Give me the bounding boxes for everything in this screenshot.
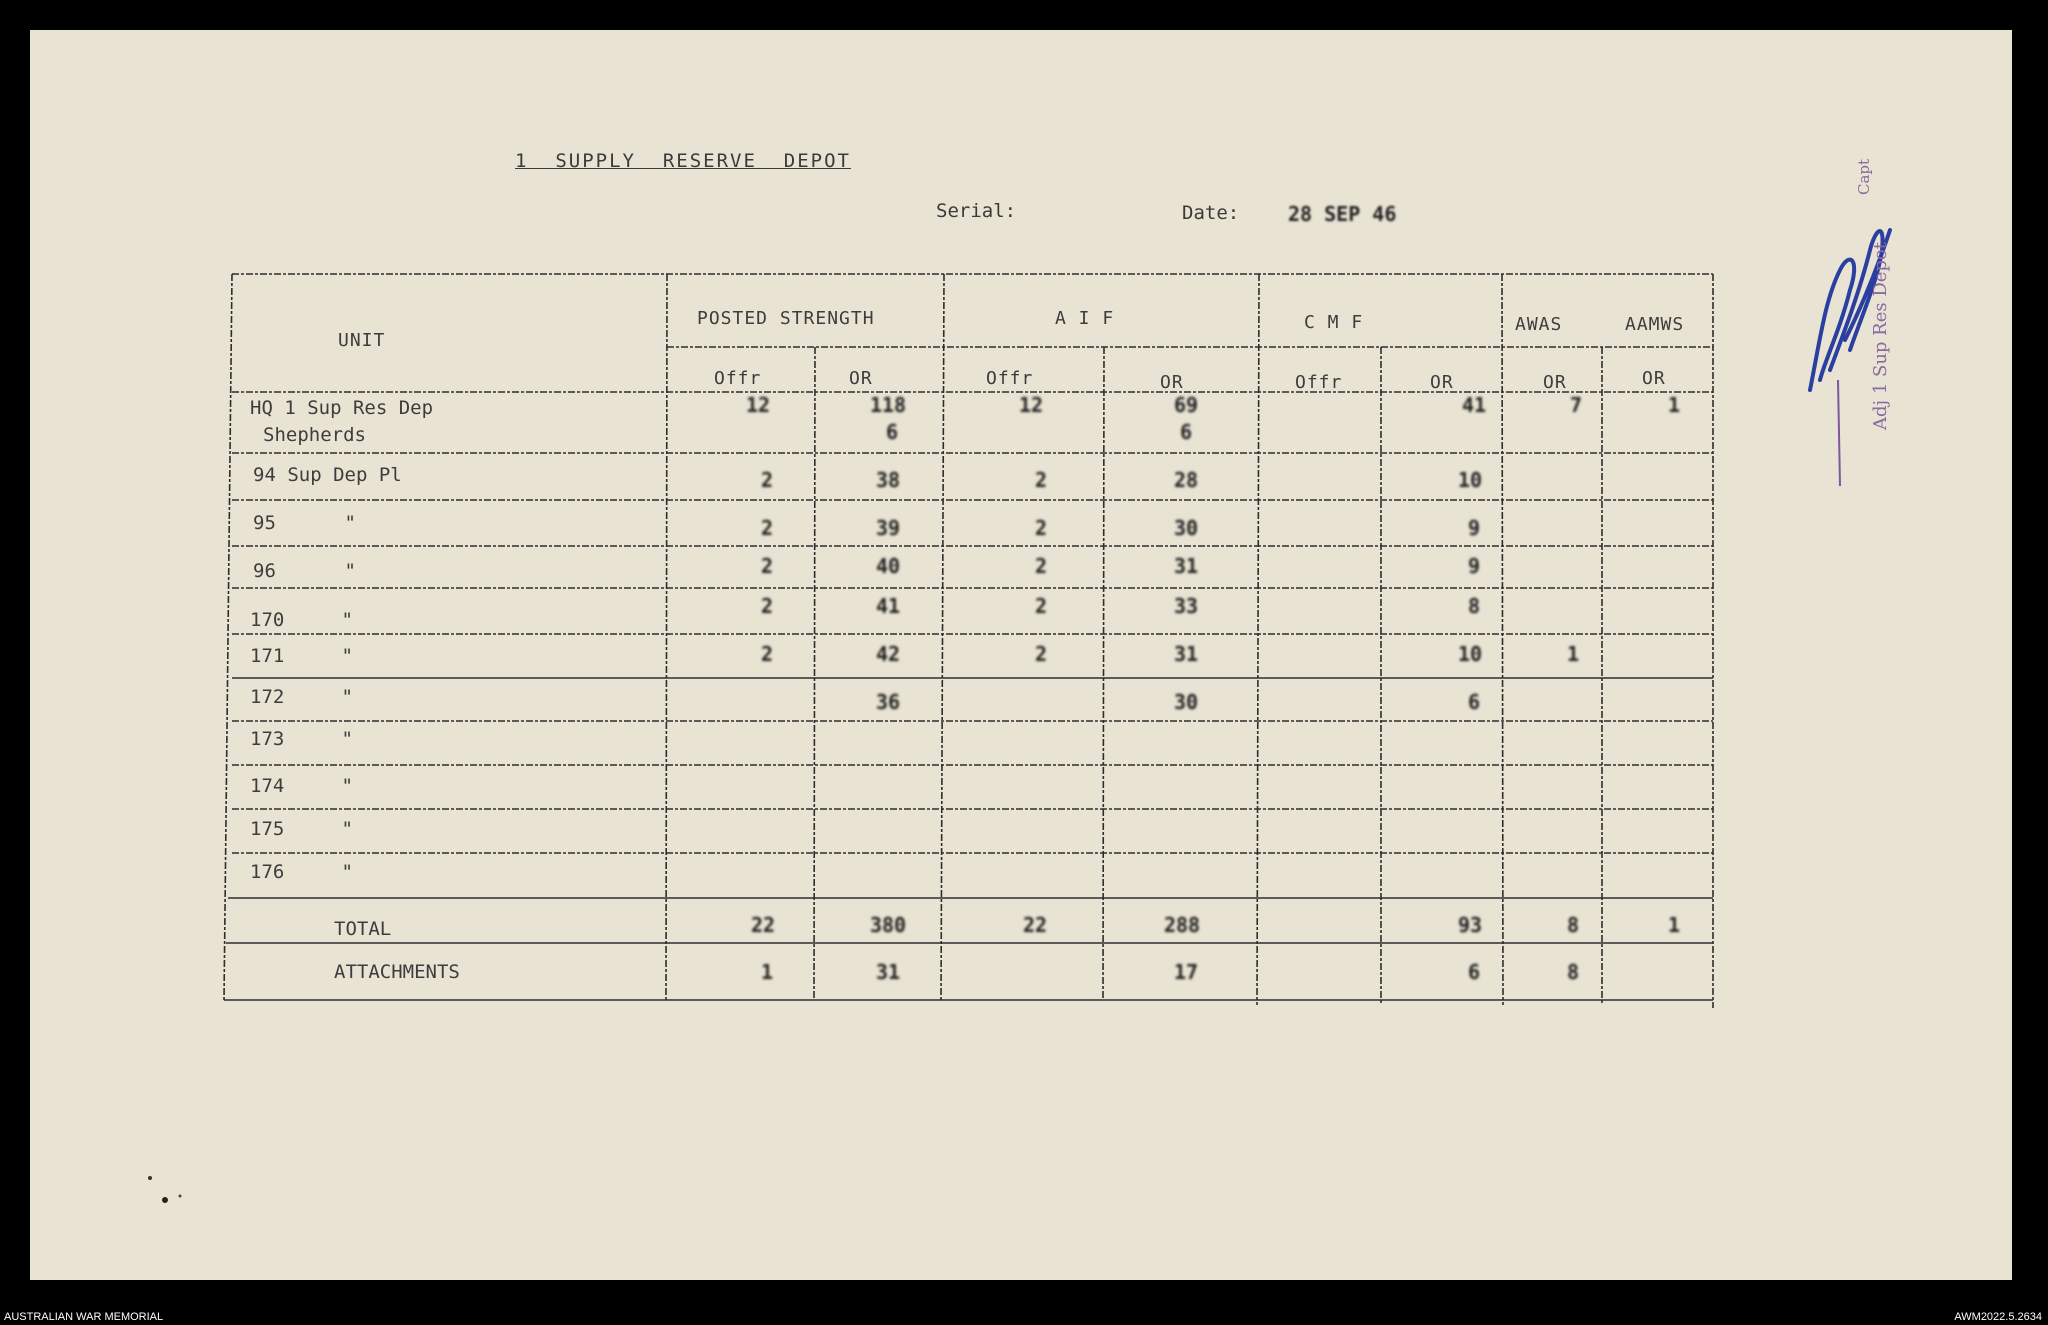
total-label: TOTAL <box>334 918 392 940</box>
attachments-posted-or: 31 <box>875 960 901 984</box>
row-aif-offr: 2 <box>1034 594 1048 618</box>
row-posted-offr: 2 <box>760 516 774 540</box>
row-unit: 172 " <box>250 686 353 708</box>
attachments-aif-or: 17 <box>1173 960 1199 984</box>
attachments-label: ATTACHMENTS <box>334 961 460 983</box>
row-cmf-or: 9 <box>1467 516 1481 540</box>
total-aif-offr: 22 <box>1022 913 1048 937</box>
row-posted-offr: 12 <box>745 393 771 417</box>
aif-offr-header: Offr <box>986 368 1034 389</box>
total-posted-or: 380 <box>869 913 907 937</box>
total-aamws-or: 1 <box>1667 913 1681 937</box>
attachments-cmf-or: 6 <box>1467 960 1481 984</box>
row-unit: 170 " <box>250 609 353 631</box>
row-posted-or: 41 <box>875 594 901 618</box>
footer-accession-number: AWM2022.5.2634 <box>1954 1311 2042 1323</box>
row-awas-or: 7 <box>1569 393 1583 417</box>
row-awas-or: 1 <box>1566 642 1580 666</box>
row-aif-or: 30 <box>1173 690 1199 714</box>
row-posted-or: 118 <box>869 393 907 417</box>
posted-or-header: OR <box>849 368 873 389</box>
awas-or-header: OR <box>1543 372 1567 393</box>
cmf-header: C M F <box>1304 312 1364 333</box>
row-posted-offr: 2 <box>760 642 774 666</box>
row-posted-offr: 2 <box>760 594 774 618</box>
serial-label: Serial: <box>936 200 1017 222</box>
aif-header: A I F <box>1055 308 1115 329</box>
row-unit: 174 " <box>250 775 353 797</box>
row-aif-or: 28 <box>1173 468 1199 492</box>
row-aamws-or: 1 <box>1667 393 1681 417</box>
row-unit: 95 " <box>253 512 356 534</box>
unit-column-header: UNIT <box>338 330 386 351</box>
row-posted-or: 42 <box>875 642 901 666</box>
awas-header: AWAS <box>1515 314 1563 335</box>
row-aif-or: 31 <box>1173 642 1199 666</box>
row-cmf-or: 8 <box>1467 594 1481 618</box>
row-unit: 94 Sup Dep Pl <box>253 464 402 486</box>
attachments-posted-offr: 1 <box>760 960 774 984</box>
total-awas-or: 8 <box>1566 913 1580 937</box>
row-aif-or: 6 <box>1179 420 1193 444</box>
row-cmf-or: 41 <box>1461 393 1487 417</box>
row-posted-offr: 2 <box>760 554 774 578</box>
row-unit: HQ 1 Sup Res Dep <box>250 397 434 419</box>
posted-offr-header: Offr <box>714 368 762 389</box>
total-posted-offr: 22 <box>750 913 776 937</box>
row-aif-offr: 2 <box>1034 516 1048 540</box>
row-cmf-or: 6 <box>1467 690 1481 714</box>
aamws-or-header: OR <box>1642 368 1666 389</box>
row-posted-or: 40 <box>875 554 901 578</box>
stamp-rank: Capt <box>1855 158 1873 195</box>
row-unit: 173 " <box>250 728 353 750</box>
dust-marks <box>140 1170 200 1210</box>
row-posted-or: 38 <box>875 468 901 492</box>
row-unit: Shepherds <box>263 424 366 446</box>
posted-strength-header: POSTED STRENGTH <box>697 308 875 329</box>
row-unit: 96 " <box>253 560 356 582</box>
row-aif-offr: 2 <box>1034 554 1048 578</box>
row-aif-or: 31 <box>1173 554 1199 578</box>
stamp-adjutant: Adj 1 Sup Res Depot <box>1870 241 1891 430</box>
row-cmf-or: 10 <box>1457 468 1483 492</box>
date-label: Date: <box>1182 202 1240 224</box>
aamws-header: AAMWS <box>1625 314 1685 335</box>
row-posted-or: 36 <box>875 690 901 714</box>
row-cmf-or: 10 <box>1457 642 1483 666</box>
row-aif-offr: 2 <box>1034 642 1048 666</box>
date-value: 28 SEP 46 <box>1288 202 1397 226</box>
total-cmf-or: 93 <box>1457 913 1483 937</box>
row-aif-or: 69 <box>1173 393 1199 417</box>
cmf-offr-header: Offr <box>1295 372 1343 393</box>
row-unit: 175 " <box>250 818 353 840</box>
row-aif-offr: 12 <box>1018 393 1044 417</box>
attachments-awas-or: 8 <box>1566 960 1580 984</box>
row-aif-or: 33 <box>1173 594 1199 618</box>
row-cmf-or: 9 <box>1467 554 1481 578</box>
row-aif-offr: 2 <box>1034 468 1048 492</box>
cmf-or-header: OR <box>1430 372 1454 393</box>
document-title: 1 SUPPLY RESERVE DEPOT <box>515 150 851 172</box>
row-posted-or: 39 <box>875 516 901 540</box>
row-posted-or: 6 <box>885 420 899 444</box>
footer-institution: AUSTRALIAN WAR MEMORIAL <box>4 1311 164 1323</box>
row-aif-or: 30 <box>1173 516 1199 540</box>
total-aif-or: 288 <box>1163 913 1201 937</box>
row-unit: 171 " <box>250 645 353 667</box>
row-unit: 176 " <box>250 861 353 883</box>
row-posted-offr: 2 <box>760 468 774 492</box>
aif-or-header: OR <box>1160 372 1184 393</box>
